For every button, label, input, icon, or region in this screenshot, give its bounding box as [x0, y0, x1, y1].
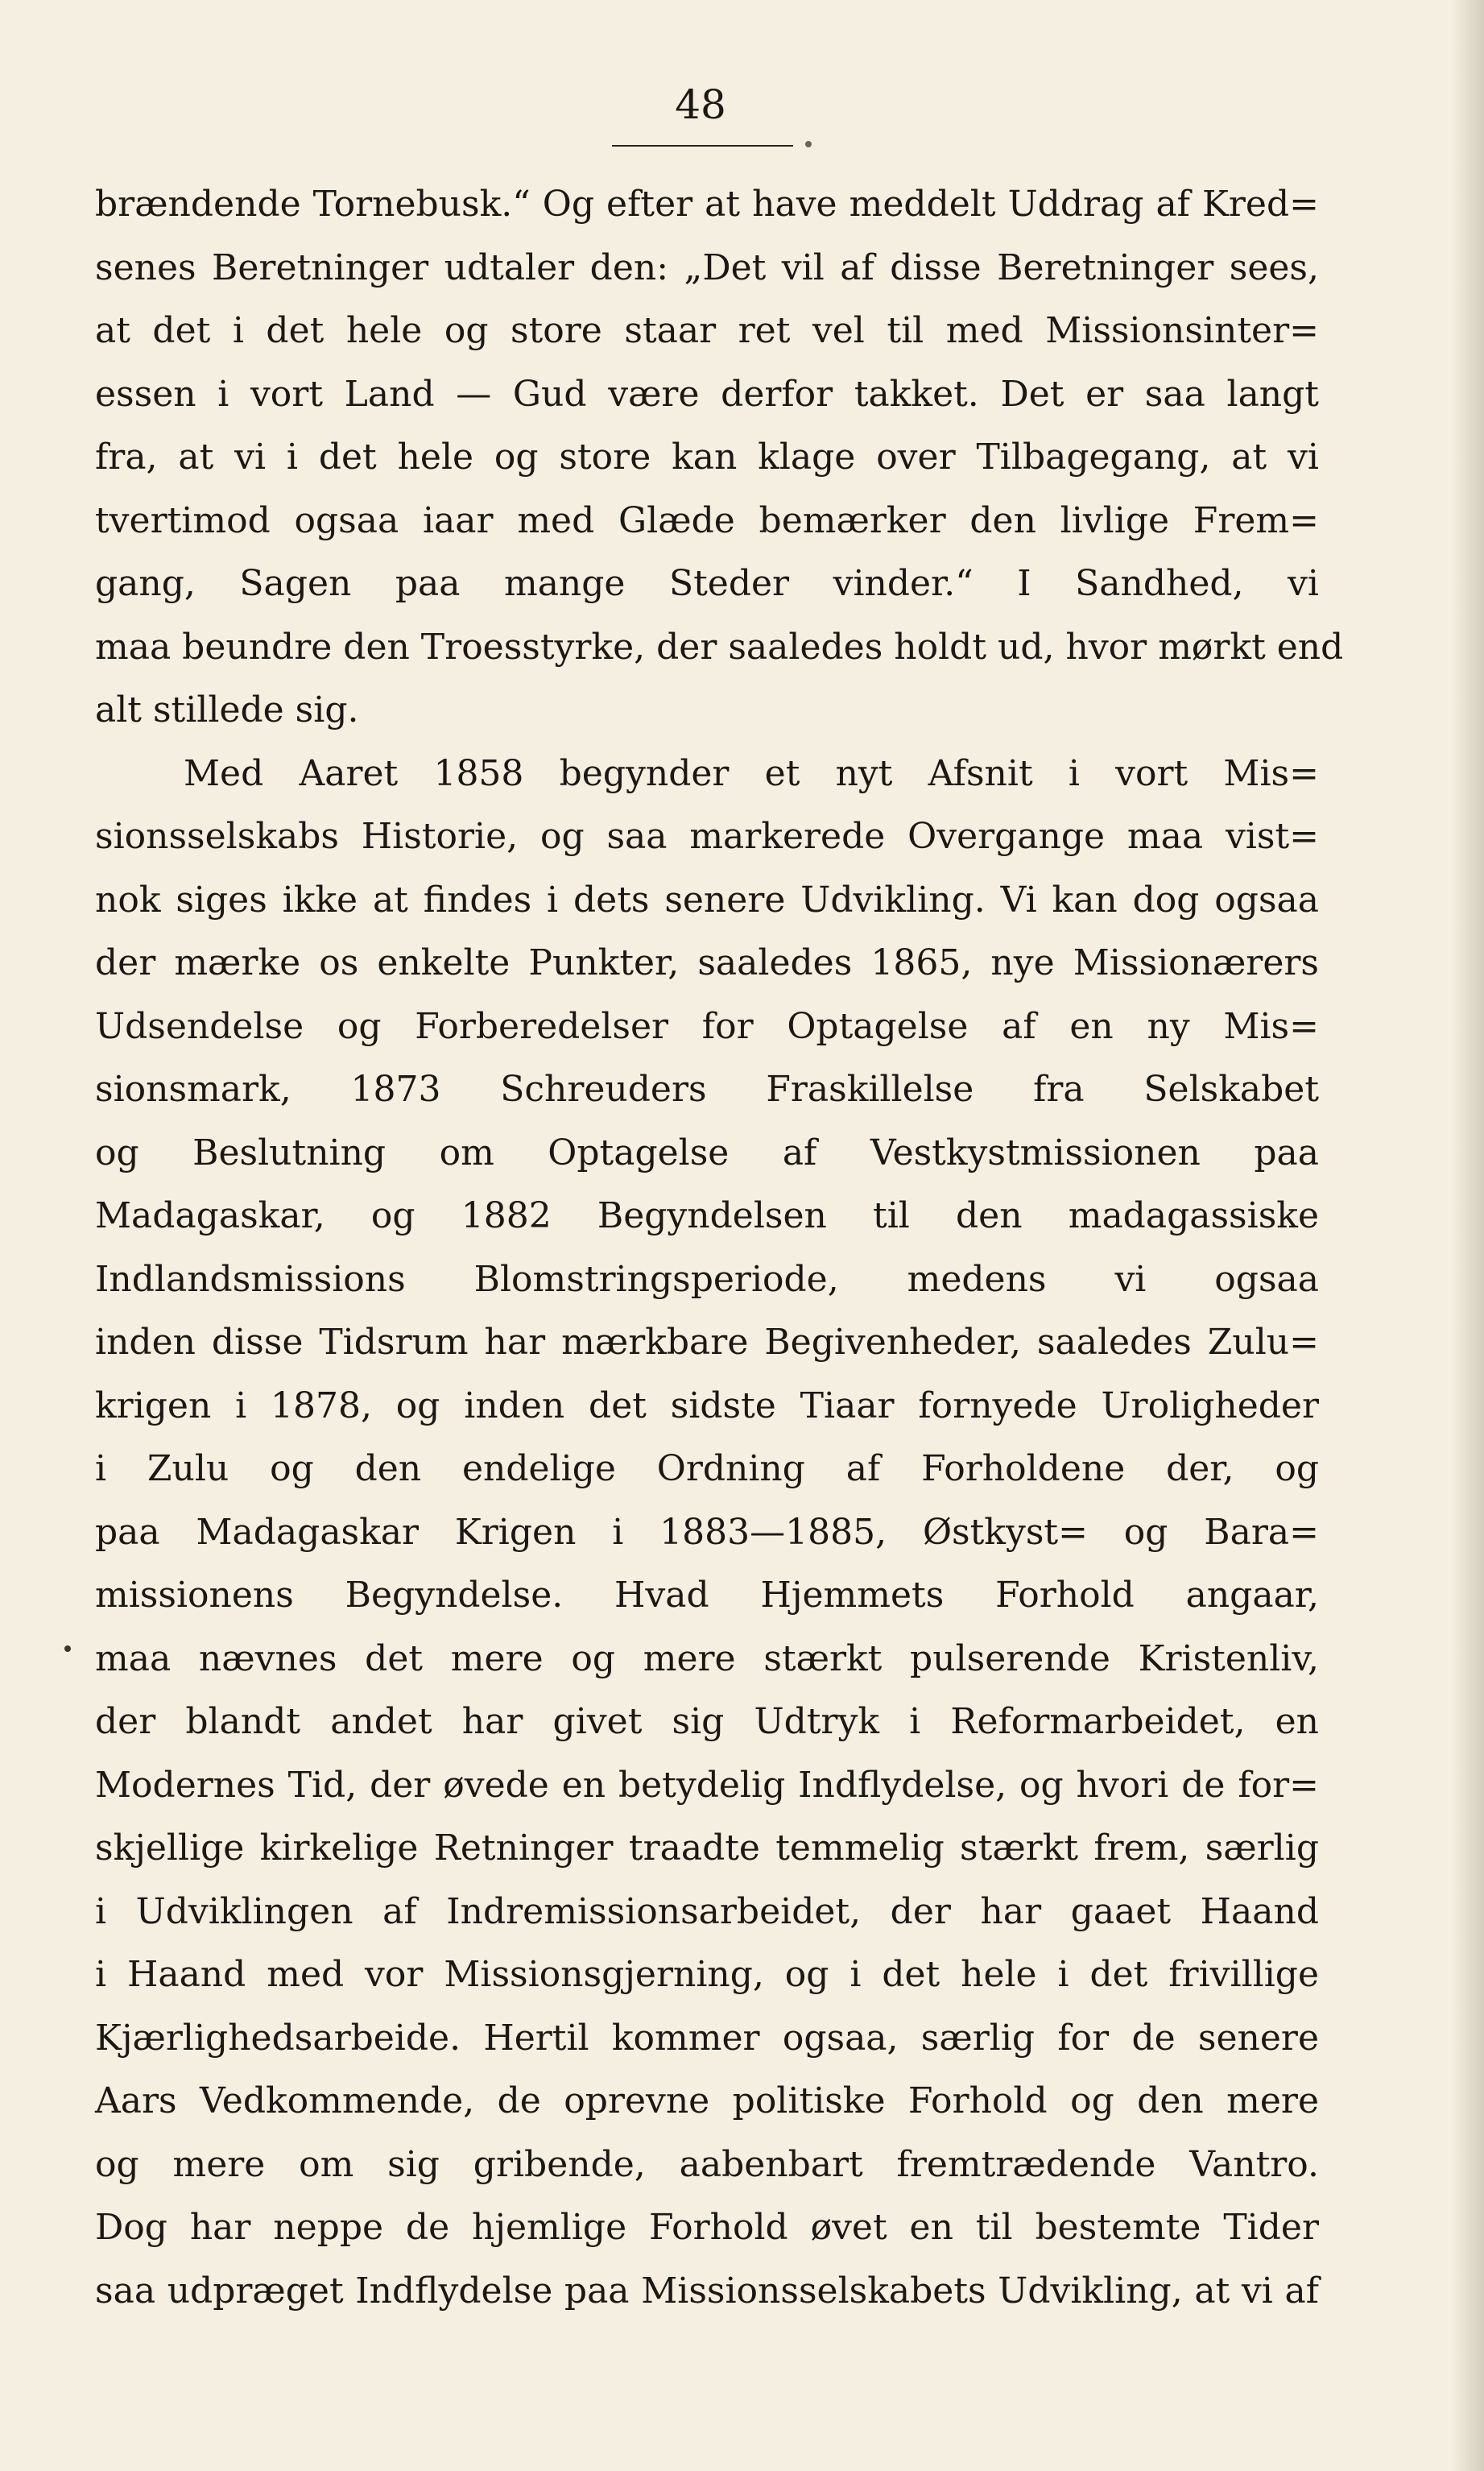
text-line: Indlandsmissions Blomstringsperiode, medens vi ogsaa — [95, 1258, 1319, 1300]
header-dot — [805, 141, 812, 147]
text-line: paa Madagaskar Krigen i 1883—1885, Østkyst= og Bara= — [95, 1511, 1319, 1553]
text-line: essen i vort Land — Gud være derfor takket. Det er saa langt — [95, 373, 1319, 415]
text-line: i Zulu og den endelige Ordning af Forholdene der, og — [95, 1448, 1319, 1489]
text-line: senes Beretninger udtaler den: „Det vil af disse Beretninger sees, — [95, 246, 1319, 288]
text-line: og Beslutning om Optagelse af Vestkystmissionen paa — [95, 1132, 1319, 1173]
text-line: i Udviklingen af Indremissionsarbeidet, der har gaaet Haand — [95, 1890, 1319, 1932]
page-number: 48 — [675, 81, 726, 128]
text-line: krigen i 1878, og inden det sidste Tiaar fornyede Uroligheder — [95, 1385, 1319, 1426]
text-line: og mere om sig gribende, aabenbart fremtrædende Vantro. — [95, 2143, 1319, 2185]
text-line: sionsselskabs Historie, og saa markerede Overgange maa vist= — [95, 816, 1319, 857]
text-line: nok siges ikke at findes i dets senere Udvikling. Vi kan dog ogsaa — [95, 879, 1319, 921]
text-line: Madagaskar, og 1882 Begyndelsen til den madagassiske — [95, 1195, 1319, 1236]
text-line: Udsendelse og Forberedelser for Optagelse af en ny Mis= — [95, 1005, 1319, 1047]
paragraph-start-line: Med Aaret 1858 begynder et nyt Afsnit i vort Mis= — [184, 752, 1319, 794]
text-line: inden disse Tidsrum har mærkbare Begivenheder, saaledes Zulu= — [95, 1322, 1319, 1363]
text-line: saa udpræget Indflydelse paa Missionsselskabets Udvikling, at vi af — [95, 2270, 1319, 2312]
text-line: fra, at vi i det hele og store kan klage over Tilbagegang, at vi — [95, 437, 1319, 478]
header-rule — [612, 145, 793, 147]
text-line: i Haand med vor Missionsgjerning, og i det hele i det frivillige — [95, 1954, 1319, 1995]
text-line: maa nævnes det mere og mere stærkt pulserende Kristenliv, — [95, 1637, 1319, 1679]
text-line: at det i det hele og store staar ret vel til med Missionsinter= — [95, 310, 1319, 351]
text-line: Dog har neppe de hjemlige Forhold øvet en til bestemte Tider — [95, 2207, 1319, 2248]
text-line: maa beundre den Troesstyrke, der saaledes holdt ud, hvor mørkt end — [95, 626, 1344, 668]
spine-shadow — [1452, 0, 1484, 2471]
text-line: der blandt andet har givet sig Udtryk i Reformarbeidet, en — [95, 1701, 1319, 1742]
text-line: gang, Sagen paa mange Steder vinder.“ I Sandhed, vi — [95, 563, 1319, 604]
text-line: skjellige kirkelige Retninger traadte temmelig stærkt frem, særlig — [95, 1827, 1319, 1869]
text-line: sionsmark, 1873 Schreuders Fraskillelse fra Selskabet — [95, 1069, 1319, 1110]
text-line: tvertimod ogsaa iaar med Glæde bemærker den livlige Frem= — [95, 499, 1319, 541]
text-line: missionens Begyndelse. Hvad Hjemmets Forhold angaar, — [95, 1575, 1319, 1616]
margin-dot — [64, 1645, 71, 1652]
text-line: brændende Tornebusk.“ Og efter at have meddelt Uddrag af Kred= — [95, 184, 1319, 225]
text-line: Kjærlighedsarbeide. Hertil kommer ogsaa, særlig for de senere — [95, 2017, 1319, 2059]
text-line: alt stillede sig. — [95, 689, 359, 731]
body-text — [95, 173, 1344, 2323]
text-line: Aars Vedkommende, de oprevne politiske Forhold og den mere — [95, 2080, 1319, 2121]
text-line: der mærke os enkelte Punkter, saaledes 1865, nye Missionærers — [95, 942, 1319, 983]
text-line: Modernes Tid, der øvede en betydelig Indflydelse, og hvori de for= — [95, 1764, 1319, 1806]
